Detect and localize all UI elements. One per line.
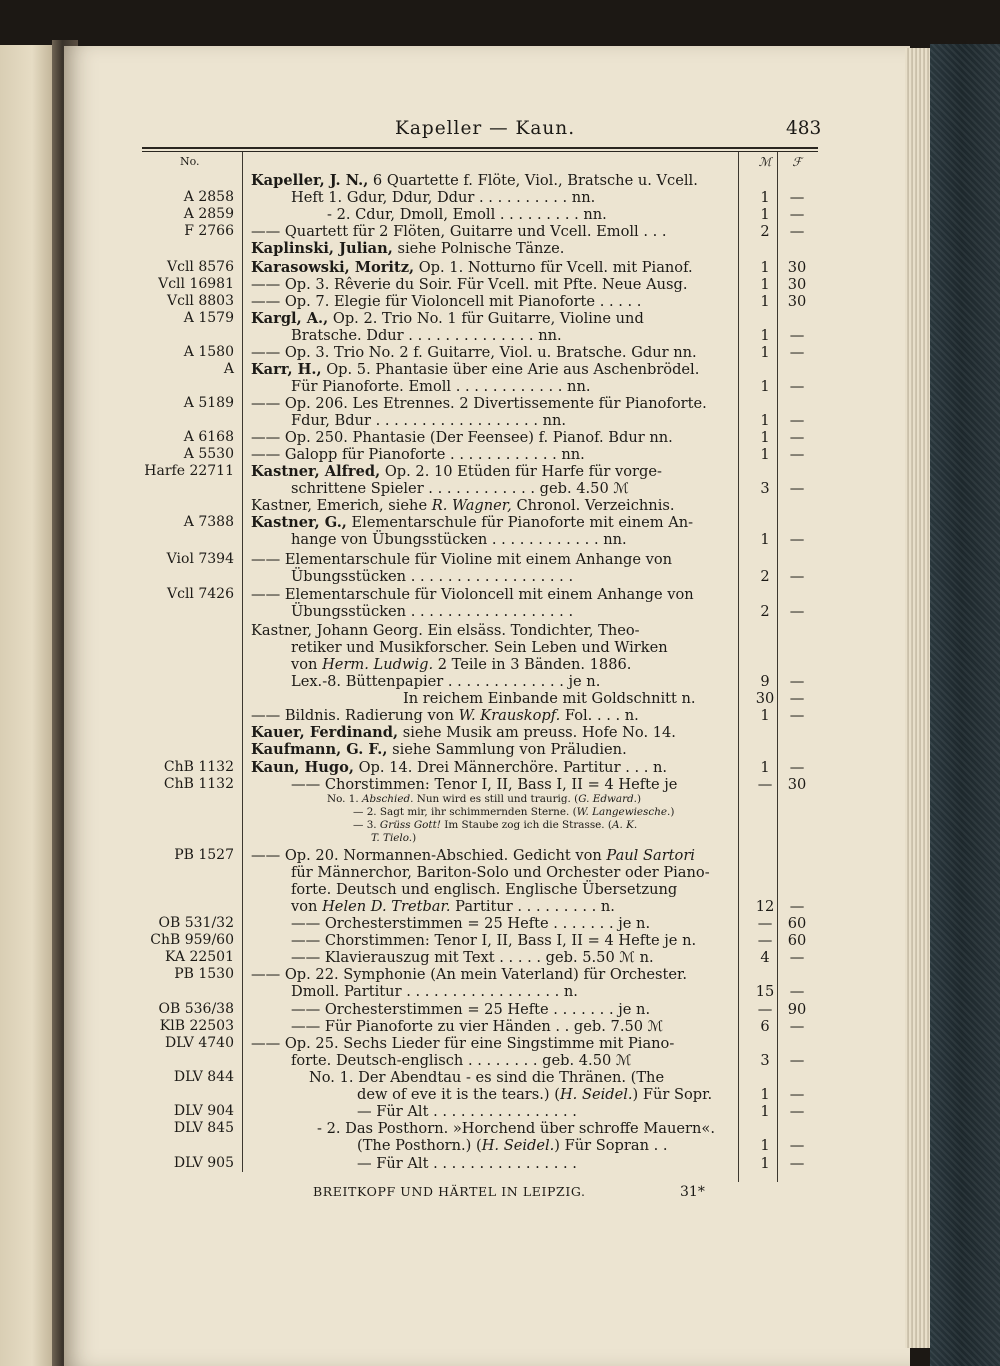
column-header-pf: ℱ [792,155,802,169]
entry-line: schrittene Spieler . . . . . . . . . . . . geb. 4.50 ℳ [291,480,629,497]
catalog-number: ChB 959/60 [150,932,234,948]
entry-line: Übungsstücken . . . . . . . . . . . . . . . . . . [291,603,574,620]
price-mark: 1 [760,327,770,344]
price-mark: 1 [760,429,770,446]
page-number: 483 [786,118,822,139]
price-mark: — [757,776,773,793]
entry-line: — 2. Sagt mir, ihr schimmernden Sterne. (W. Langewiesche.) [353,806,675,818]
price-pf: — [789,206,805,223]
price-mark: 1 [760,1155,770,1172]
catalog-number: A 2859 [183,206,234,222]
catalog-number: A 5530 [183,446,234,462]
entry-line: —— Klavierauszug mit Text . . . . . geb. 5.50 ℳ n. [291,949,654,966]
entry-line: — Für Alt . . . . . . . . . . . . . . . . [357,1103,577,1120]
price-mark: 12 [755,898,775,915]
entry-line: Übungsstücken . . . . . . . . . . . . . . . . . . [291,568,574,585]
price-pf: — [789,1018,805,1035]
price-mark: 30 [755,690,775,707]
price-pf: — [789,759,805,776]
catalog-number: Vcll 7426 [167,586,234,602]
catalog-number: Harfe 22711 [144,463,234,479]
price-pf: — [789,344,805,361]
price-mark: 2 [760,603,770,620]
column-header-mark: ℳ [758,155,772,169]
price-mark: 1 [760,1103,770,1120]
price-pf: — [789,189,805,206]
price-mark: 1 [760,707,770,724]
price-mark: 1 [760,259,770,276]
entry-line: No. 1. Der Abendtau - es sind die Thränen. (The [309,1069,665,1086]
catalog-number: OB 536/38 [158,1001,234,1017]
price-mark: 1 [760,293,770,310]
entry-line: No. 1. Abschied. Nun wird es still und traurig. (G. Edward.) [327,793,642,805]
price-pf: — [789,1086,805,1103]
price-mark: — [757,915,773,932]
price-pf: 30 [787,293,807,310]
price-mark: — [757,1001,773,1018]
price-pf: 90 [787,1001,807,1018]
page-edges [905,48,933,1348]
entry-line: T. Tielo.) [371,832,417,844]
price-pf: — [789,223,805,240]
price-mark: 1 [760,344,770,361]
entry-line: Kastner, Alfred, Op. 2. 10 Etüden für Harfe für vorge- [251,463,662,480]
entry-line: —— Op. 22. Symphonie (An mein Vaterland) für Orchester. [251,966,688,983]
entry-line: —— Op. 206. Les Etrennes. 2 Divertissemente für Pianoforte. [251,395,707,412]
entry-line: forte. Deutsch-englisch . . . . . . . . geb. 4.50 ℳ [291,1052,632,1069]
catalog-number: DLV 4740 [164,1035,234,1051]
catalog-number: Viol 7394 [166,551,234,567]
price-pf: — [789,327,805,344]
entry-line: Lex.-8. Büttenpapier . . . . . . . . . . . . . je n. [291,673,601,690]
price-pf: — [789,983,805,1000]
header-rule [142,147,818,149]
catalog-number: F 2766 [184,223,234,239]
price-pf: — [789,690,805,707]
price-mark: 1 [760,412,770,429]
price-pf: — [789,1137,805,1154]
price-pf: — [789,412,805,429]
entry-line: Fdur, Bdur . . . . . . . . . . . . . . . . . . nn. [291,412,567,429]
entry-line: — Für Alt . . . . . . . . . . . . . . . . [357,1155,577,1172]
entry-line: —— Op. 3. Trio No. 2 f. Guitarre, Viol. u. Bratsche. Gdur nn. [251,344,697,361]
catalog-number: Vcll 8803 [167,293,234,309]
signature-mark: 31* [680,1184,705,1200]
book-spine [930,44,1000,1366]
catalog-number: KlB 22503 [159,1018,234,1034]
left-page-edge [0,45,58,1366]
catalog-number: DLV 844 [173,1069,234,1085]
entry-line: —— Orchesterstimmen = 25 Hefte . . . . . . . je n. [291,915,651,932]
entry-line: —— Op. 250. Phantasie (Der Feensee) f. Pianof. Bdur nn. [251,429,673,446]
price-pf: — [789,673,805,690]
price-mark: 1 [760,276,770,293]
price-mark: 1 [760,1137,770,1154]
price-pf: 30 [787,276,807,293]
price-mark: 1 [760,378,770,395]
entry-line: —— Quartett für 2 Flöten, Guitarre und Vcell. Emoll . . . [251,223,667,240]
entry-line: hange von Übungsstücken . . . . . . . . . . . . nn. [291,531,627,548]
entry-line: —— Galopp für Pianoforte . . . . . . . . . . . . nn. [251,446,585,463]
entry-line: —— Op. 7. Elegie für Violoncell mit Pianoforte . . . . . [251,293,642,310]
column-header-no: No. [180,155,200,168]
price-pf: — [789,898,805,915]
price-pf: 30 [787,259,807,276]
page-title: Kapeller — Kaun. [395,118,576,139]
catalog-number: A 6168 [183,429,234,445]
column-divider-no [242,152,243,1172]
entry-line: In reichem Einbande mit Goldschnitt n. [403,690,696,707]
price-mark: 6 [760,1018,770,1035]
catalog-number: A 2858 [183,189,234,205]
catalog-number: DLV 905 [173,1155,234,1171]
entry-line: Heft 1. Gdur, Ddur, Ddur . . . . . . . . . . nn. [291,189,596,206]
entry-line: von Herm. Ludwig. 2 Teile in 3 Bänden. 1886. [291,656,632,673]
entry-line: —— Elementarschule für Violine mit einem Anhange von [251,551,673,568]
entry-line: Kastner, Emerich, siehe R. Wagner, Chronol. Verzeichnis. [251,497,675,514]
price-mark: 1 [760,189,770,206]
entry-line: — 3. Grüss Gott! Im Staube zog ich die Strasse. (A. K. [353,819,638,831]
entry-line: von Helen D. Tretbar. Partitur . . . . . . . . . n. [291,898,615,915]
price-mark: 4 [760,949,770,966]
price-mark: 3 [760,480,770,497]
entry-line: —— Orchesterstimmen = 25 Hefte . . . . . . . je n. [291,1001,651,1018]
header-rule-thin [142,151,818,152]
price-mark: 1 [760,1086,770,1103]
catalog-number: ChB 1132 [163,776,234,792]
entry-line: forte. Deutsch und englisch. Englische Übersetzung [291,881,678,898]
price-mark: 15 [755,983,775,1000]
entry-line: Bratsche. Ddur . . . . . . . . . . . . . . nn. [291,327,562,344]
price-pf: — [789,531,805,548]
price-mark: 1 [760,206,770,223]
entry-line: —— Bildnis. Radierung von W. Krauskopf. Fol. . . . n. [251,707,639,724]
entry-line: —— Op. 25. Sechs Lieder für eine Singstimme mit Piano- [251,1035,675,1052]
catalog-number: KA 22501 [165,949,234,965]
entry-line: —— Chorstimmen: Tenor I, II, Bass I, II = 4 Hefte je [291,776,678,793]
price-mark: 1 [760,446,770,463]
catalog-number: A 1579 [183,310,234,326]
catalog-number: OB 531/32 [158,915,234,931]
entry-line: Für Pianoforte. Emoll . . . . . . . . . . . . nn. [291,378,591,395]
entry-line: dew of eve it is the tears.) (H. Seidel.) Für Sopr. [357,1086,713,1103]
entry-line: Kauer, Ferdinand, siehe Musik am preuss. Hofe No. 14. [251,724,676,741]
price-pf: — [789,1103,805,1120]
price-mark: 9 [760,673,770,690]
entry-line: retiker und Musikforscher. Sein Leben und Wirken [291,639,668,656]
column-divider-mark [738,152,739,1182]
entry-line: Kapeller, J. N., 6 Quartette f. Flöte, Viol., Bratsche u. Vcell. [251,172,698,189]
price-pf: — [789,446,805,463]
price-pf: — [789,378,805,395]
catalog-number: DLV 845 [173,1120,234,1136]
catalog-number: Vcll 16981 [158,276,234,292]
price-pf: — [789,949,805,966]
publisher-footer: BREITKOPF UND HÄRTEL IN LEIPZIG. [313,1184,586,1199]
entry-line: Kastner, Johann Georg. Ein elsäss. Tondichter, Theo- [251,622,640,639]
price-mark: 2 [760,568,770,585]
catalog-number: A [223,361,234,377]
entry-line: Kaufmann, G. F., siehe Sammlung von Präludien. [251,741,627,758]
price-mark: 3 [760,1052,770,1069]
entry-line: - 2. Das Posthorn. »Horchend über schroffe Mauern«. [317,1120,715,1137]
entry-line: für Männerchor, Bariton-Solo und Orchester oder Piano- [291,864,710,881]
price-mark: 2 [760,223,770,240]
entry-line: Karasowski, Moritz, Op. 1. Notturno für Vcell. mit Pianof. [251,259,693,276]
entry-line: —— Chorstimmen: Tenor I, II, Bass I, II = 4 Hefte je n. [291,932,697,949]
catalog-number: ChB 1132 [163,759,234,775]
catalog-number: A 1580 [183,344,234,360]
entry-line: - 2. Cdur, Dmoll, Emoll . . . . . . . . . nn. [327,206,607,223]
entry-line: —— Op. 3. Rêverie du Soir. Für Vcell. mit Pfte. Neue Ausg. [251,276,688,293]
entry-line: Kargl, A., Op. 2. Trio No. 1 für Guitarre, Violine und [251,310,644,327]
entry-line: Kaplinski, Julian, siehe Polnische Tänze. [251,240,565,257]
entry-line: —— Op. 20. Normannen-Abschied. Gedicht von Paul Sartori [251,847,695,864]
catalog-number: A 5189 [183,395,234,411]
price-pf: — [789,568,805,585]
price-pf: — [789,480,805,497]
price-pf: — [789,707,805,724]
entry-line: Dmoll. Partitur . . . . . . . . . . . . . . . . . n. [291,983,578,1000]
entry-line: Karr, H., Op. 5. Phantasie über eine Arie aus Aschenbrödel. [251,361,700,378]
price-mark: 1 [760,531,770,548]
entry-line: Kastner, G., Elementarschule für Pianoforte mit einem An- [251,514,694,531]
catalog-number: A 7388 [183,514,234,530]
entry-line: —— Elementarschule für Violoncell mit einem Anhange von [251,586,694,603]
entry-line: —— Für Pianoforte zu vier Händen . . geb. 7.50 ℳ [291,1018,664,1035]
price-pf: — [789,429,805,446]
price-pf: 60 [787,915,807,932]
price-pf: — [789,1155,805,1172]
price-pf: 60 [787,932,807,949]
price-mark: 1 [760,759,770,776]
catalog-number: DLV 904 [173,1103,234,1119]
catalog-number: PB 1530 [174,966,234,982]
entry-line: Kaun, Hugo, Op. 14. Drei Männerchöre. Partitur . . . n. [251,759,668,776]
price-pf: 30 [787,776,807,793]
price-pf: — [789,1052,805,1069]
entry-line: (The Posthorn.) (H. Seidel.) Für Sopran . . [357,1137,668,1154]
catalog-number: PB 1527 [174,847,234,863]
price-pf: — [789,603,805,620]
catalog-number: Vcll 8576 [167,259,234,275]
price-mark: — [757,932,773,949]
